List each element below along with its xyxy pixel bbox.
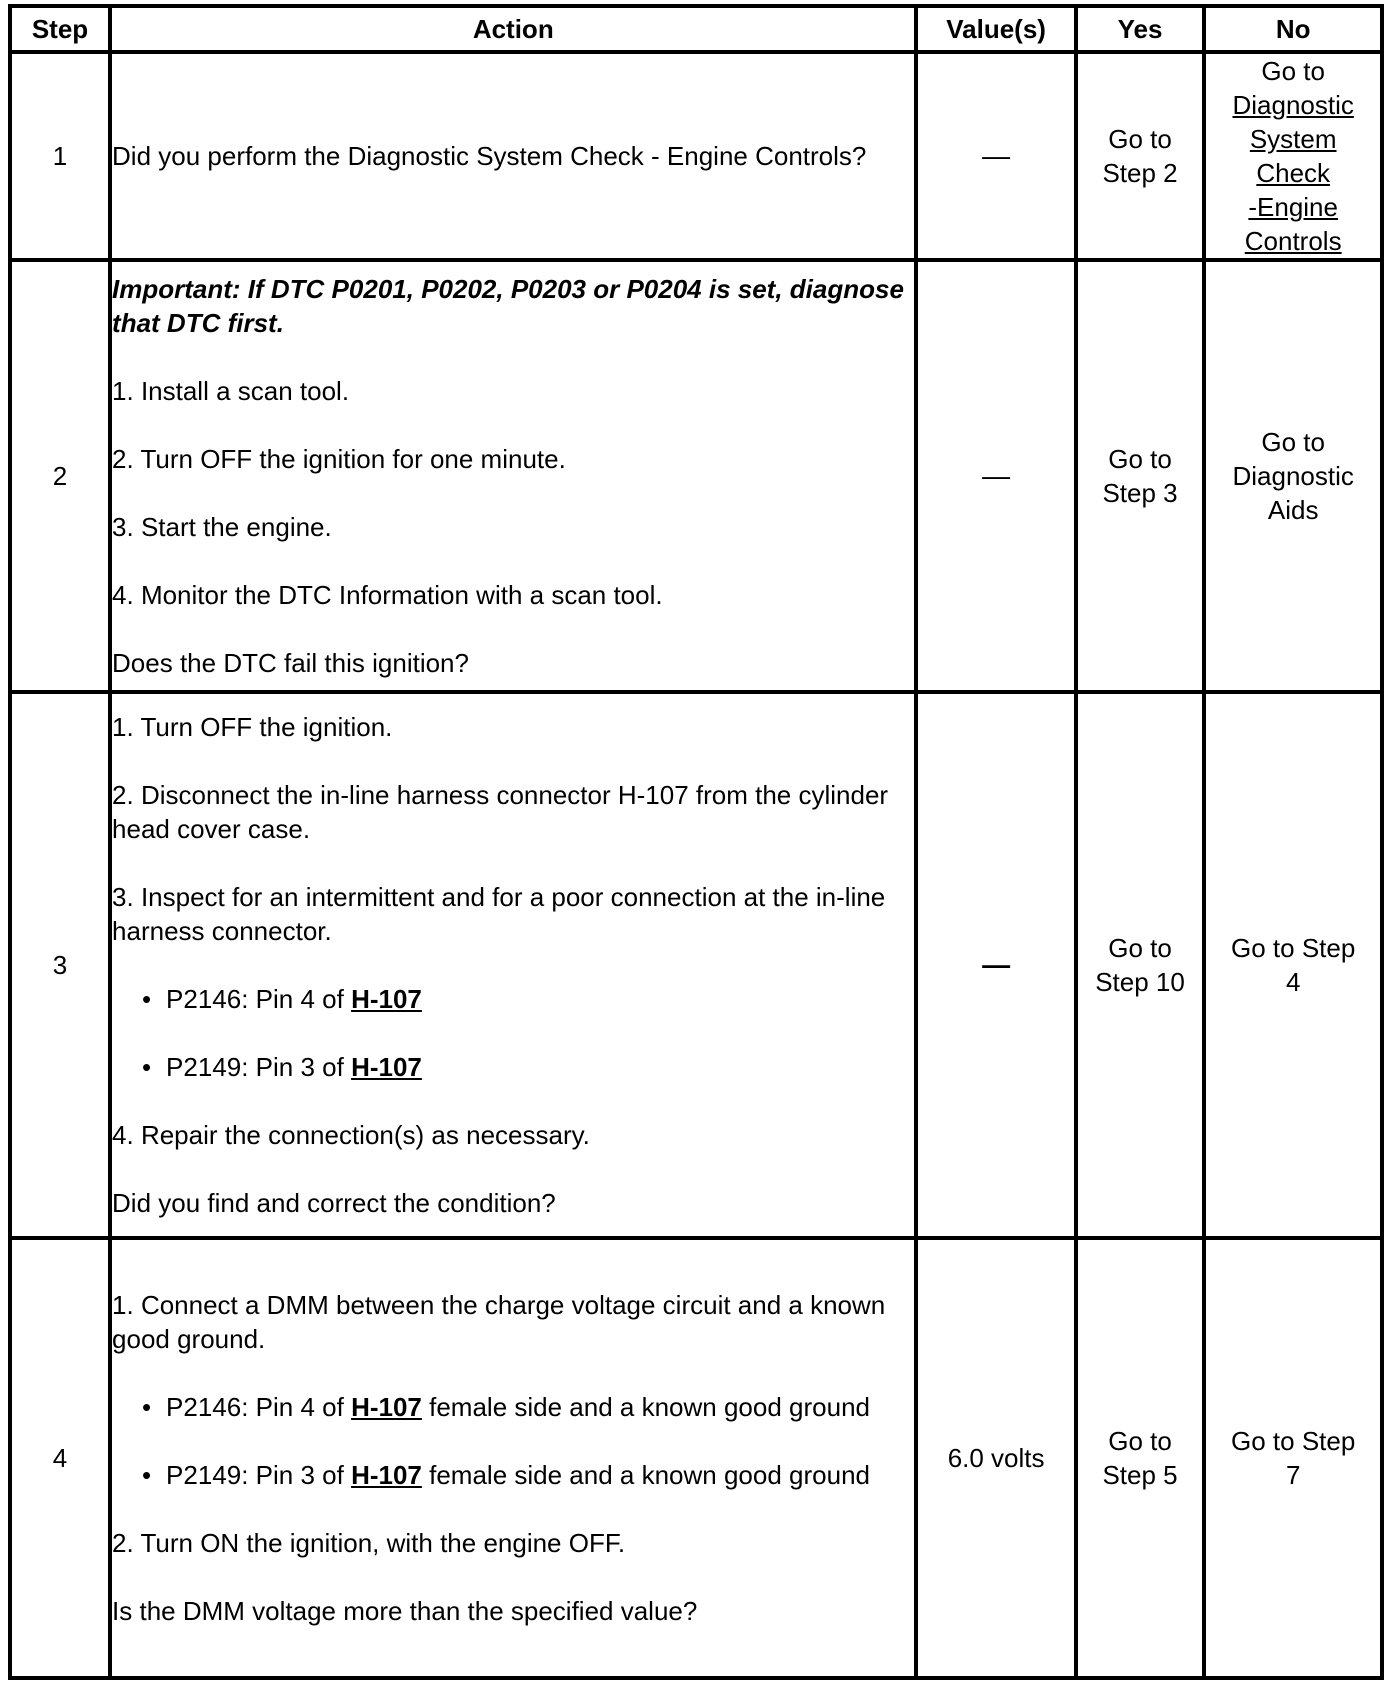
yes-cell bbox=[1076, 692, 1205, 1238]
no-line: Go to bbox=[1261, 56, 1325, 86]
yes-cell bbox=[1076, 260, 1205, 692]
bullet-text: P2149: Pin 3 of bbox=[166, 1460, 352, 1490]
diagnostic-system-check-link[interactable] bbox=[1206, 88, 1380, 258]
yes-cell bbox=[1076, 52, 1205, 260]
value-dash: — bbox=[982, 140, 1011, 171]
bullet-item bbox=[112, 982, 914, 1016]
yes-line: Step 3 bbox=[1102, 478, 1178, 508]
step-number: 1 bbox=[10, 52, 110, 260]
header-no: No bbox=[1204, 6, 1382, 52]
h-107-link[interactable]: H-107 bbox=[351, 1392, 422, 1422]
bullet-dot: • bbox=[142, 984, 152, 1014]
value-dash: — bbox=[982, 949, 1011, 980]
link-line[interactable]: Diagnostic bbox=[1232, 90, 1354, 120]
bullet-dot: • bbox=[142, 1460, 152, 1490]
action-step: 2. Turn OFF the ignition for one minute. bbox=[112, 444, 566, 474]
bullet-text: P2146: Pin 4 of bbox=[166, 984, 352, 1014]
h-107-link[interactable]: H-107 bbox=[351, 1460, 422, 1490]
action-step: 2. Turn ON the ignition, with the engine OFF. bbox=[112, 1528, 626, 1558]
step-number: 3 bbox=[10, 692, 110, 1238]
bullet-text: P2149: Pin 3 of bbox=[166, 1052, 352, 1082]
yes-cell bbox=[1076, 1238, 1205, 1678]
bullet-text: female side and a known good ground bbox=[421, 1392, 870, 1422]
bullet-text: female side and a known good ground bbox=[421, 1460, 870, 1490]
no-line: Go to bbox=[1261, 427, 1325, 457]
link-line[interactable]: -Engine bbox=[1248, 192, 1338, 222]
important-note: Important: If DTC P0201, P0202, P0203 or P0204 is set, diagnose that DTC first. bbox=[112, 274, 904, 338]
no-line: Aids bbox=[1267, 495, 1319, 525]
action-cell bbox=[110, 52, 916, 260]
action-step: 3. Start the engine. bbox=[112, 512, 332, 542]
header-action: Action bbox=[110, 6, 916, 52]
yes-line: Go to bbox=[1108, 1426, 1172, 1456]
h-107-link[interactable]: H-107 bbox=[351, 984, 422, 1014]
action-step: 4. Repair the connection(s) as necessary. bbox=[112, 1120, 590, 1150]
no-cell bbox=[1204, 260, 1382, 692]
table-row bbox=[10, 1238, 1382, 1678]
value-cell bbox=[916, 260, 1075, 692]
yes-line: Go to bbox=[1108, 444, 1172, 474]
step-number: 4 bbox=[10, 1238, 110, 1678]
no-cell bbox=[1204, 52, 1382, 260]
h-107-link[interactable]: H-107 bbox=[351, 1052, 422, 1082]
action-step: 2. Disconnect the in-line harness connector H-107 from the cylinder head cover case. bbox=[112, 780, 889, 844]
no-line: Go to Step bbox=[1231, 933, 1356, 963]
bullet-text: P2146: Pin 4 of bbox=[166, 1392, 352, 1422]
header-yes: Yes bbox=[1076, 6, 1205, 52]
bullet-item bbox=[112, 1390, 914, 1424]
bullet-dot: • bbox=[142, 1392, 152, 1422]
table-row bbox=[10, 260, 1382, 692]
action-step: 1. Install a scan tool. bbox=[112, 376, 350, 406]
table-row bbox=[10, 52, 1382, 260]
table-row bbox=[10, 692, 1382, 1238]
no-cell bbox=[1204, 1238, 1382, 1678]
value-cell bbox=[916, 692, 1075, 1238]
step-number: 2 bbox=[10, 260, 110, 692]
no-line: 7 bbox=[1285, 1460, 1301, 1490]
yes-line: Go to bbox=[1108, 124, 1172, 154]
action-cell bbox=[110, 260, 916, 692]
no-cell bbox=[1204, 692, 1382, 1238]
link-line[interactable]: Check bbox=[1256, 158, 1331, 188]
yes-line: Go to bbox=[1108, 933, 1172, 963]
action-question: Does the DTC fail this ignition? bbox=[112, 648, 469, 678]
no-line: Diagnostic bbox=[1232, 461, 1354, 491]
no-line: 4 bbox=[1285, 967, 1301, 997]
header-row bbox=[10, 6, 1382, 52]
action-question: Is the DMM voltage more than the specified value? bbox=[112, 1596, 698, 1626]
link-line[interactable]: System bbox=[1249, 124, 1337, 154]
action-step: 3. Inspect for an intermittent and for a poor connection at the in-line harness connector. bbox=[112, 882, 886, 946]
yes-line: Step 2 bbox=[1102, 158, 1178, 188]
header-step: Step bbox=[10, 6, 110, 52]
link-line[interactable]: Controls bbox=[1244, 226, 1342, 256]
bullet-item bbox=[112, 1458, 914, 1492]
yes-line: Step 5 bbox=[1102, 1460, 1178, 1490]
diagnostic-table bbox=[8, 4, 1384, 1680]
action-step: 1. Connect a DMM between the charge voltage circuit and a known good ground. bbox=[112, 1290, 886, 1354]
action-question: Did you find and correct the condition? bbox=[112, 1188, 556, 1218]
action-step: 1. Turn OFF the ignition. bbox=[112, 712, 393, 742]
value-cell bbox=[916, 52, 1075, 260]
bullet-item bbox=[112, 1050, 914, 1084]
action-cell bbox=[110, 1238, 916, 1678]
yes-line: Step 10 bbox=[1095, 967, 1185, 997]
bullet-dot: • bbox=[142, 1052, 152, 1082]
action-cell bbox=[110, 692, 916, 1238]
no-line: Go to Step bbox=[1231, 1426, 1356, 1456]
value-cell: 6.0 volts bbox=[916, 1238, 1075, 1678]
action-step: 4. Monitor the DTC Information with a scan tool. bbox=[112, 580, 663, 610]
action-question: Did you perform the Diagnostic System Check - Engine Controls? bbox=[112, 141, 867, 171]
value-dash: — bbox=[982, 460, 1011, 491]
header-values: Value(s) bbox=[916, 6, 1075, 52]
